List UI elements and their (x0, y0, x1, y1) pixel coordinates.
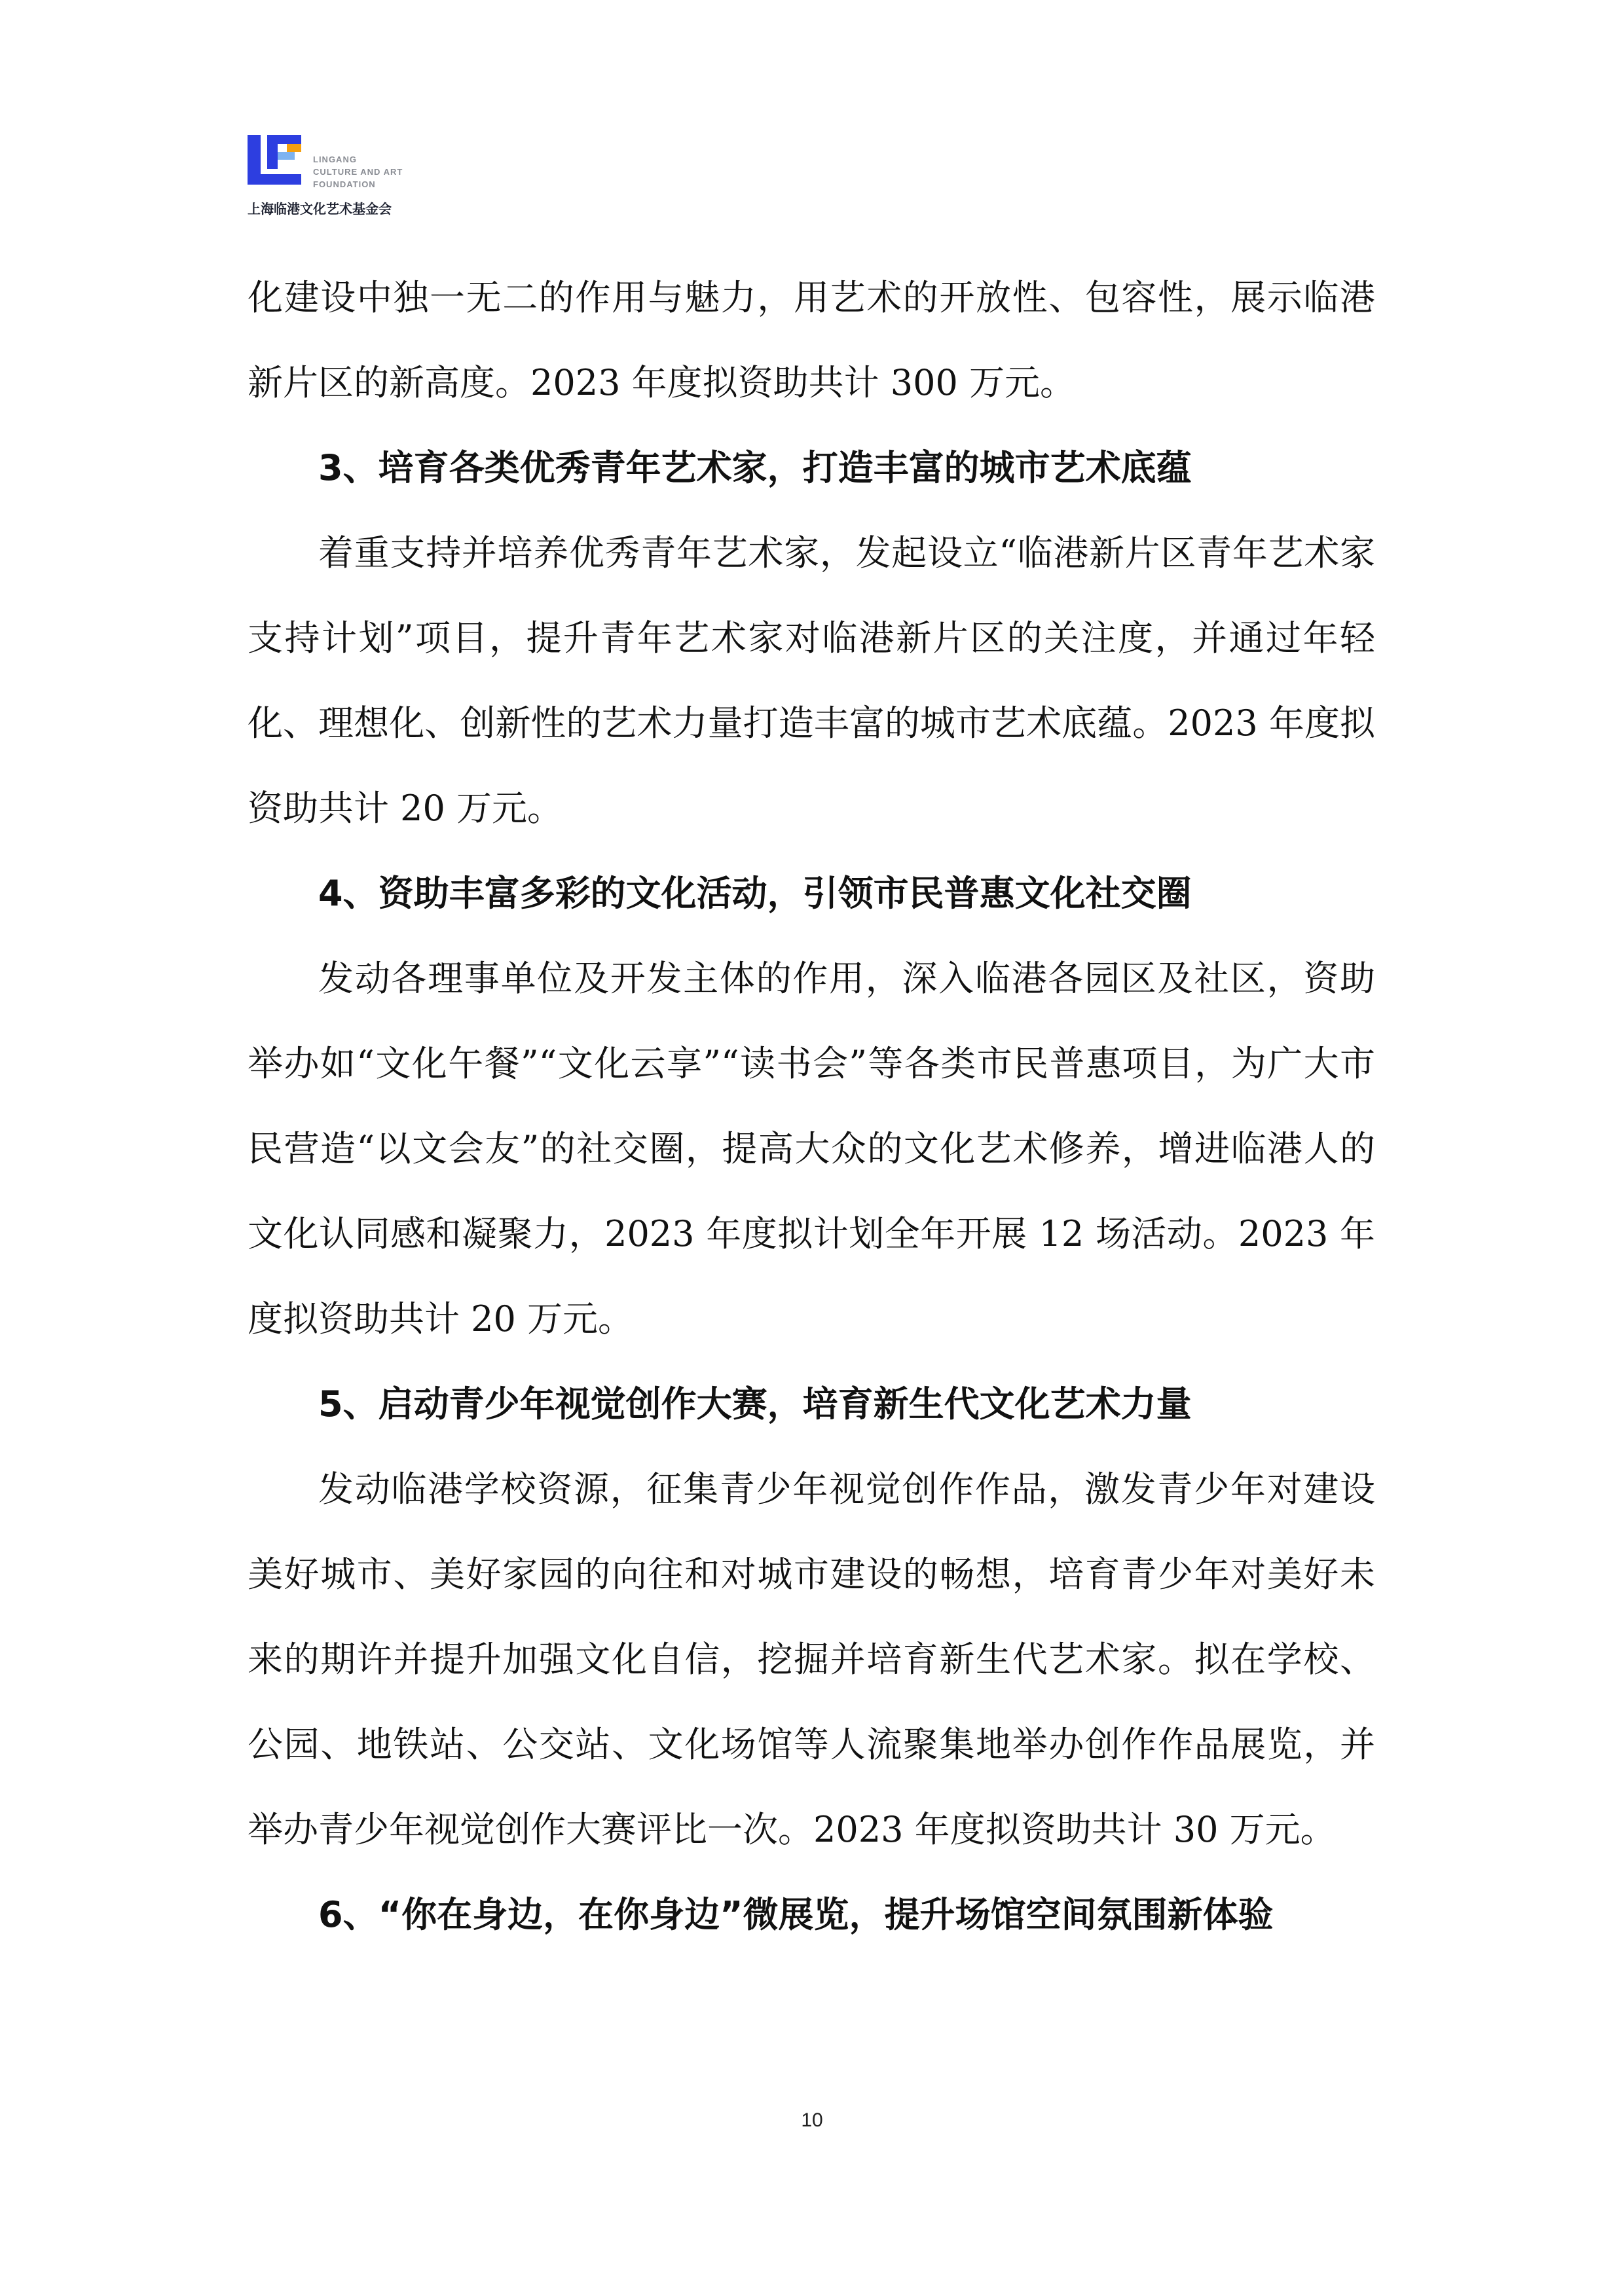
logo-mark-icon (248, 131, 306, 190)
page-number: 10 (801, 2109, 823, 2131)
body-paragraph: 着重支持并培养优秀青年艺术家，发起设立“临港新片区青年艺术家支持计划”项目，提升青年艺术家对临港新片区的关注度，并通过年轻化、理想化、创新性的艺术力量打造丰富的城市艺术底蕴。2023 年度拟资助共计 20 万元。 (248, 532, 1375, 829)
body-paragraph: 发动临港学校资源，征集青少年视觉创作作品，激发青少年对建设美好城市、美好家园的向往和对城市建设的畅想，培育青少年对美好未来的期许并提升加强文化自信，挖掘并培育新生代艺术家。拟在学校、公园、地铁站、公交站、文化场馆等人流聚集地举办创作作品展览，并举办青少年视觉创作大赛评比一次。2023 年度拟资助共计 30 万元。 (248, 1468, 1375, 1850)
document-body (248, 255, 1375, 1958)
body-paragraph: 化建设中独一无二的作用与魅力，用艺术的开放性、包容性，展示临港新片区的新高度。2023 年度拟资助共计 300 万元。 (248, 277, 1375, 403)
section-heading: 4、资助丰富多彩的文化活动，引领市民普惠文化社交圈 (318, 873, 1192, 914)
logo-english-name (313, 153, 403, 191)
logo-line: FOUNDATION (313, 179, 376, 189)
logo-chinese-name: 上海临港文化艺术基金会 (248, 201, 392, 217)
logo-line: LINGANG (313, 155, 357, 164)
logo-line: CULTURE AND ART (313, 167, 403, 177)
foundation-logo (248, 131, 457, 223)
section-heading: 3、培育各类优秀青年艺术家，打造丰富的城市艺术底蕴 (318, 447, 1192, 488)
body-paragraph: 发动各理事单位及开发主体的作用，深入临港各园区及社区，资助举办如“文化午餐”“文化云享”“读书会”等各类市民普惠项目，为广大市民营造“以文会友”的社交圈，提高大众的文化艺术修养，增进临港人的文化认同感和凝聚力，2023 年度拟计划全年开展 12 场活动。2023 年度拟资助共计 20 万元。 (248, 958, 1375, 1339)
section-heading: 6、“你在身边，在你身边”微展览，提升场馆空间氛围新体验 (318, 1894, 1274, 1935)
section-heading: 5、启动青少年视觉创作大赛，培育新生代文化艺术力量 (318, 1383, 1192, 1425)
